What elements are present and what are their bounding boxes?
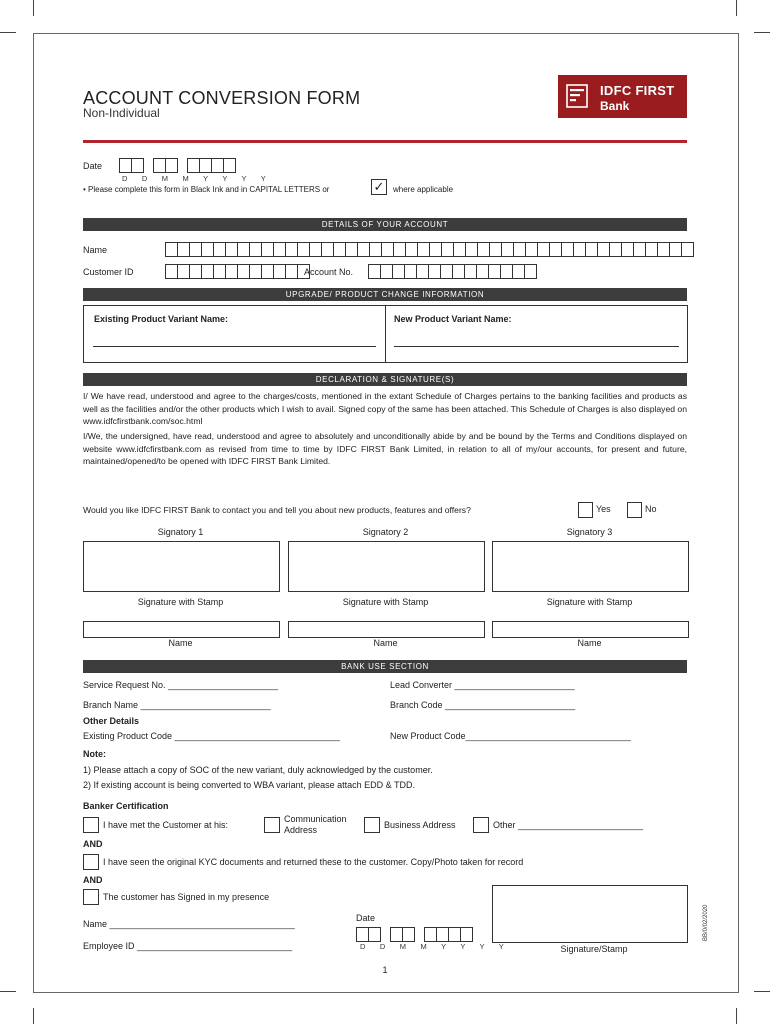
section-bar-declaration: DECLARATION & SIGNATURE(S)	[83, 373, 687, 386]
signatory-3-signature-box[interactable]	[492, 541, 689, 592]
crop-mark	[736, 0, 737, 16]
communication-address-label-1: Communication	[284, 814, 347, 824]
note-item-2: 2) If existing account is being converted to WBA variant, please attach EDD & TDD.	[83, 780, 415, 790]
ink-instruction: • Please complete this form in Black Ink and in CAPITAL LETTERS or	[83, 185, 330, 194]
crop-mark	[0, 32, 16, 33]
branch-name-field[interactable]: Branch Name __________________________	[83, 700, 271, 710]
met-customer-checkbox[interactable]	[83, 817, 99, 833]
kyc-label: I have seen the original KYC documents and returned these to the customer. Copy/Photo taken for record	[103, 857, 524, 867]
form-subtitle: Non-Individual	[83, 106, 160, 120]
logo-text-line2: Bank	[600, 99, 630, 113]
section-bar-bank-use: BANK USE SECTION	[83, 660, 687, 673]
banker-signature-box[interactable]	[492, 885, 688, 943]
banker-date-label: Date	[356, 913, 376, 923]
date-year-boxes[interactable]	[187, 158, 235, 173]
tick-example-box: ✓	[371, 179, 387, 195]
existing-variant-label: Existing Product Variant Name:	[94, 314, 229, 324]
account-no-boxes[interactable]	[368, 264, 536, 279]
signatory-2-sig-caption: Signature with Stamp	[342, 597, 429, 607]
section-bar-upgrade: UPGRADE/ PRODUCT CHANGE INFORMATION	[83, 288, 687, 301]
contact-no-checkbox[interactable]	[627, 502, 642, 518]
crop-mark	[0, 991, 16, 992]
signatory-2-signature-box[interactable]	[288, 541, 485, 592]
bank-logo	[558, 75, 687, 118]
crop-mark	[33, 0, 34, 16]
declaration-paragraph-1: I/ We have read, understood and agree to the charges/costs, mentioned in the extant Schedule of Charges pertains to the banking facilities and products as well as the facilities and/or the other products which I wish to avail. Signed copy of the same has been attached. This Schedule of Charges is also displayed on www.idfcfirstbank.com/soc.html	[83, 391, 687, 427]
note-heading: Note:	[83, 749, 106, 759]
customer-id-label: Customer ID	[83, 267, 134, 277]
form-code: BB/0/02/2020	[703, 904, 709, 941]
contact-no-label: No	[645, 504, 657, 514]
contact-question: Would you like IDFC FIRST Bank to contact you and tell you about new products, features and offers?	[83, 505, 471, 515]
form-title: ACCOUNT CONVERSION FORM	[83, 88, 361, 108]
banker-date-month-boxes[interactable]	[390, 927, 414, 942]
signatory-3-name-field[interactable]	[492, 621, 689, 638]
signatory-1-label: Signatory 1	[157, 527, 204, 537]
page-number: 1	[382, 965, 388, 975]
declaration-paragraph-2: I/We, the undersigned, have read, understood and agree to absolutely and unconditionally abide by and be bound by the Terms and Conditions displayed on website www.idfcfirstbank.com as revised from time to time by IDFC FIRST Bank Limited, in relation to all of my/our accounts, for present and future, maintained/opened/to be opened with IDFC FIRST Bank Limited.	[83, 431, 687, 467]
date-format-hint: D D M M Y Y Y Y	[122, 174, 272, 183]
section-bar-account: DETAILS OF YOUR ACCOUNT	[83, 218, 687, 231]
crop-mark	[754, 991, 770, 992]
signatory-1-signature-box[interactable]	[83, 541, 280, 592]
banker-date-year-boxes[interactable]	[424, 927, 472, 942]
banker-date-day-boxes[interactable]	[356, 927, 380, 942]
new-variant-field[interactable]	[394, 346, 679, 347]
other-field[interactable]: Other _________________________	[493, 820, 644, 830]
account-no-label: Account No.	[304, 267, 354, 277]
signatory-1-sig-caption: Signature with Stamp	[137, 597, 224, 607]
and-label-2: AND	[83, 875, 103, 885]
signatory-3-sig-caption: Signature with Stamp	[546, 597, 633, 607]
and-label-1: AND	[83, 839, 103, 849]
existing-variant-field[interactable]	[93, 346, 376, 347]
lead-converter-field[interactable]: Lead Converter ________________________	[390, 680, 575, 690]
note-item-1: 1) Please attach a copy of SOC of the new variant, duly acknowledged by the customer.	[83, 765, 433, 775]
logo-text-line1: IDFC FIRST	[600, 83, 675, 98]
bank-logo-icon	[566, 84, 588, 108]
signatory-1-name-caption: Name	[168, 638, 193, 648]
banker-date-format-hint: D D M M Y Y Y Y	[360, 942, 510, 951]
signatory-2-label: Signatory 2	[362, 527, 409, 537]
signatory-2-name-field[interactable]	[288, 621, 485, 638]
existing-product-code-field[interactable]: Existing Product Code _________________________________	[83, 731, 340, 741]
customer-id-boxes[interactable]	[165, 264, 309, 279]
signatory-1-name-field[interactable]	[83, 621, 280, 638]
signed-presence-label: The customer has Signed in my presence	[103, 892, 270, 902]
signatory-3-name-caption: Name	[577, 638, 602, 648]
panel-divider	[385, 305, 386, 363]
banker-certification-heading: Banker Certification	[83, 801, 169, 811]
signed-presence-checkbox[interactable]	[83, 889, 99, 905]
branch-code-field[interactable]: Branch Code __________________________	[390, 700, 576, 710]
service-request-field[interactable]: Service Request No. ______________________	[83, 680, 279, 690]
other-checkbox[interactable]	[473, 817, 489, 833]
business-address-label: Business Address	[384, 820, 456, 830]
header-divider	[83, 140, 687, 143]
banker-name-field[interactable]: Name _____________________________________	[83, 919, 295, 929]
name-input-boxes[interactable]	[165, 242, 693, 257]
crop-mark	[754, 32, 770, 33]
date-label: Date	[83, 161, 103, 171]
met-customer-label: I have met the Customer at his:	[103, 820, 229, 830]
contact-yes-checkbox[interactable]	[578, 502, 593, 518]
date-month-boxes[interactable]	[153, 158, 177, 173]
new-variant-label: New Product Variant Name:	[394, 314, 512, 324]
crop-mark	[33, 1008, 34, 1024]
signatory-3-label: Signatory 3	[566, 527, 613, 537]
kyc-checkbox[interactable]	[83, 854, 99, 870]
crop-mark	[736, 1008, 737, 1024]
business-address-checkbox[interactable]	[364, 817, 380, 833]
banker-signature-caption: Signature/Stamp	[560, 944, 628, 954]
communication-address-label-2: Address	[284, 825, 318, 835]
employee-id-field[interactable]: Employee ID _______________________________	[83, 941, 293, 951]
signatory-2-name-caption: Name	[373, 638, 398, 648]
communication-address-checkbox[interactable]	[264, 817, 280, 833]
date-day-boxes[interactable]	[119, 158, 143, 173]
other-details-heading: Other Details	[83, 716, 140, 726]
name-label: Name	[83, 245, 108, 255]
new-product-code-field[interactable]: New Product Code_________________________________	[390, 731, 631, 741]
ink-instruction-suffix: where applicable	[393, 185, 454, 194]
contact-yes-label: Yes	[596, 504, 611, 514]
